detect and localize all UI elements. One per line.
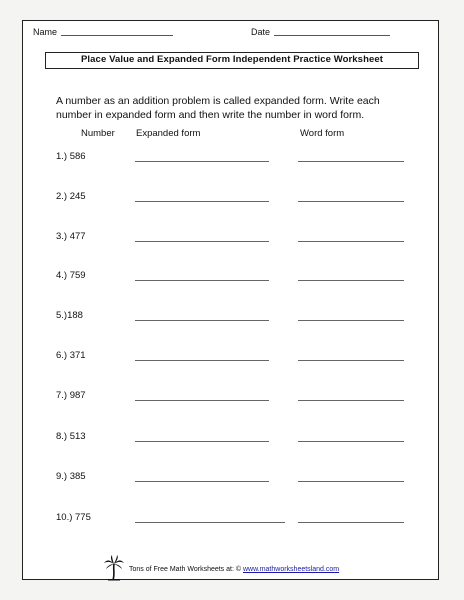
problem-number: 7.) 987: [56, 390, 86, 401]
expanded-form-answer-line[interactable]: [135, 280, 269, 281]
problem-number: 8.) 513: [56, 431, 86, 442]
problem-row: [23, 231, 438, 245]
expanded-form-answer-line[interactable]: [135, 201, 269, 202]
footer: [103, 555, 423, 577]
footer-link[interactable]: www.mathworksheetsland.com: [242, 566, 340, 573]
name-label: Name: [33, 27, 58, 37]
footer-text-line: [129, 566, 339, 573]
word-form-answer-line[interactable]: [298, 481, 404, 482]
expanded-form-answer-line[interactable]: [135, 241, 269, 242]
word-form-answer-line[interactable]: [298, 161, 404, 162]
worksheet-title: Place Value and Expanded Form Independent Practice Worksheet: [45, 52, 419, 69]
problem-number: 3.) 477: [56, 231, 86, 242]
footer-text: Tons of Free Math Worksheets at: ©: [129, 566, 242, 573]
problem-number: 10.) 775: [56, 512, 91, 523]
word-form-answer-line[interactable]: [298, 201, 404, 202]
column-header-word-form: Word form: [300, 128, 345, 139]
word-form-answer-line[interactable]: [298, 522, 404, 523]
worksheet-page: [22, 20, 439, 580]
expanded-form-answer-line[interactable]: [135, 522, 285, 523]
expanded-form-answer-line[interactable]: [135, 441, 269, 442]
problem-number: 2.) 245: [56, 191, 86, 202]
palm-tree-icon: [103, 555, 125, 581]
column-header-expanded-form: Expanded form: [136, 128, 201, 139]
word-form-answer-line[interactable]: [298, 400, 404, 401]
problem-number: 9.) 385: [56, 471, 86, 482]
expanded-form-answer-line[interactable]: [135, 360, 269, 361]
expanded-form-answer-line[interactable]: [135, 320, 269, 321]
date-label: Date: [251, 27, 271, 37]
problem-row: [23, 431, 438, 445]
word-form-answer-line[interactable]: [298, 280, 404, 281]
date-blank-line[interactable]: [274, 35, 390, 36]
problem-row: [23, 151, 438, 165]
problem-row: [23, 350, 438, 364]
name-field: [33, 27, 173, 37]
instructions-text: A number as an addition problem is called expanded form. Write each number in expanded form and then write the number in word form.: [56, 95, 380, 121]
problem-number: 1.) 586: [56, 151, 86, 162]
expanded-form-answer-line[interactable]: [135, 481, 269, 482]
problem-row: [23, 270, 438, 284]
problem-row: [23, 471, 438, 485]
problem-row: [23, 310, 438, 324]
word-form-answer-line[interactable]: [298, 360, 404, 361]
name-blank-line[interactable]: [61, 35, 173, 36]
word-form-answer-line[interactable]: [298, 320, 404, 321]
problem-row: [23, 512, 438, 526]
date-field: [251, 27, 390, 37]
column-header-number: Number: [81, 128, 115, 139]
problem-number: 6.) 371: [56, 350, 86, 361]
problem-row: [23, 191, 438, 205]
problem-number: 5.)188: [56, 310, 83, 321]
word-form-answer-line[interactable]: [298, 241, 404, 242]
expanded-form-answer-line[interactable]: [135, 161, 269, 162]
expanded-form-answer-line[interactable]: [135, 400, 269, 401]
problem-number: 4.) 759: [56, 270, 86, 281]
word-form-answer-line[interactable]: [298, 441, 404, 442]
problem-row: [23, 390, 438, 404]
